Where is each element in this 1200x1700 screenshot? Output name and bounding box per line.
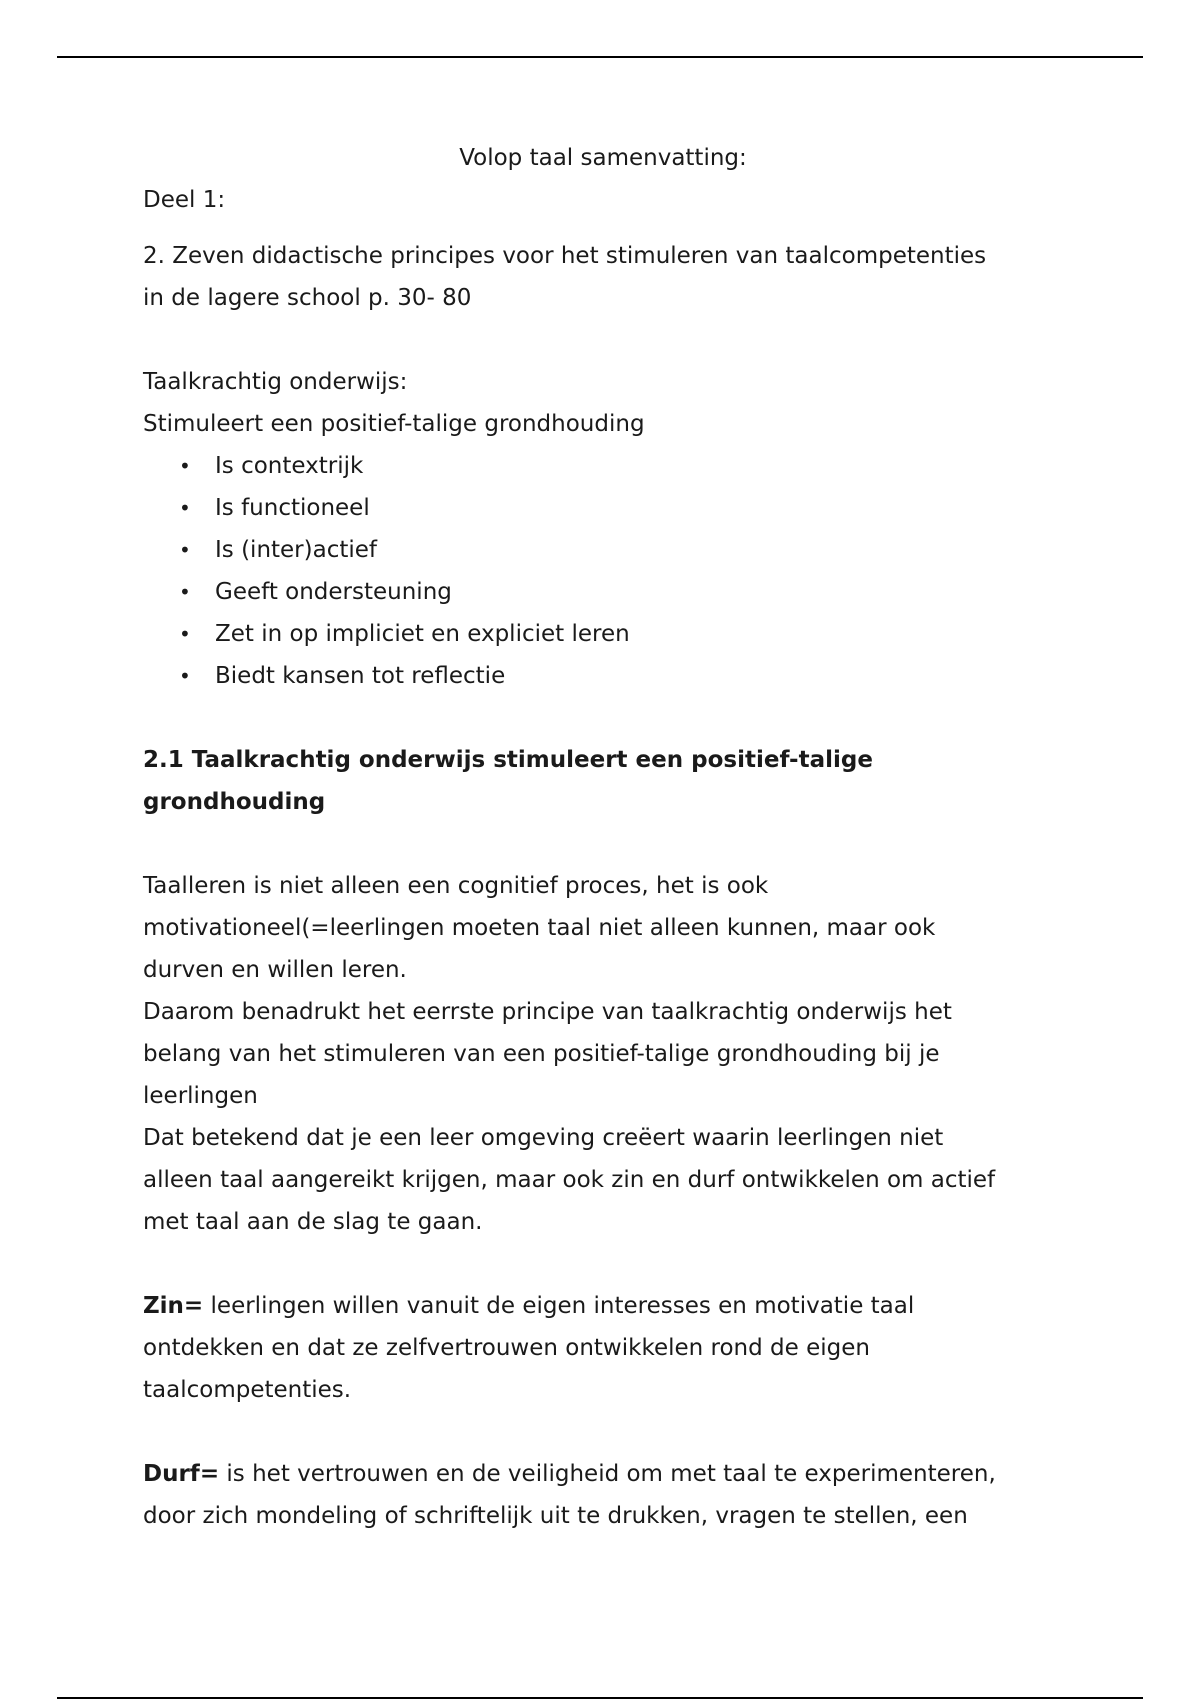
footer-rule <box>57 1697 1143 1699</box>
section-heading-line-1: 2.1 Taalkrachtig onderwijs stimuleert een positief-talige <box>143 747 873 773</box>
chapter-heading-line-2: in de lagere school p. 30- 80 <box>143 285 472 311</box>
bullet-icon: • <box>179 580 191 604</box>
body-line: alleen taal aangereikt krijgen, maar ook zin en durf ontwikkelen om actief <box>143 1167 996 1193</box>
header-rule <box>57 56 1143 58</box>
bullet-icon: • <box>179 622 191 646</box>
bullet-icon: • <box>179 454 191 478</box>
bullet-icon: • <box>179 496 191 520</box>
intro-line: Stimuleert een positief-talige grondhouding <box>143 411 645 437</box>
list-item: • Is (inter)actief <box>143 529 1063 571</box>
document-body <box>143 137 1063 1537</box>
bullet-icon: • <box>179 538 191 562</box>
section-heading-line-2: grondhouding <box>143 789 326 815</box>
body-line: belang van het stimuleren van een positief-talige grondhouding bij je <box>143 1041 940 1067</box>
durf-definition-line-1: Durf= is het vertrouwen en de veiligheid om met taal te experimenteren, <box>143 1461 996 1487</box>
durf-term: Durf= <box>143 1461 220 1487</box>
body-line: Taalleren is niet alleen een cognitief proces, het is ook <box>143 873 769 899</box>
zin-definition-line-3: taalcompetenties. <box>143 1377 352 1403</box>
chapter-heading-line-1: 2. Zeven didactische principes voor het stimuleren van taalcompetenties <box>143 243 987 269</box>
body-line: durven en willen leren. <box>143 957 407 983</box>
intro-heading: Taalkrachtig onderwijs: <box>143 369 408 395</box>
part-label: Deel 1: <box>143 187 226 213</box>
list-item: • Is functioneel <box>143 487 1063 529</box>
zin-term: Zin= <box>143 1293 204 1319</box>
zin-definition-line-2: ontdekken en dat ze zelfvertrouwen ontwikkelen rond de eigen <box>143 1335 870 1361</box>
list-item: • Biedt kansen tot reflectie <box>143 655 1063 697</box>
list-item: • Zet in op impliciet en expliciet leren <box>143 613 1063 655</box>
body-line: leerlingen <box>143 1083 258 1109</box>
list-item: • Is contextrijk <box>143 445 1063 487</box>
durf-definition-line-2: door zich mondeling of schriftelijk uit te drukken, vragen te stellen, een <box>143 1503 968 1529</box>
list-item: • Geeft ondersteuning <box>143 571 1063 613</box>
zin-definition-line-1: Zin= leerlingen willen vanuit de eigen interesses en motivatie taal <box>143 1293 915 1319</box>
bullet-icon: • <box>179 664 191 688</box>
body-line: Daarom benadrukt het eerrste principe van taalkrachtig onderwijs het <box>143 999 952 1025</box>
body-line: motivationeel(=leerlingen moeten taal niet alleen kunnen, maar ook <box>143 915 936 941</box>
document-title: Volop taal samenvatting: <box>459 145 747 171</box>
body-line: Dat betekend dat je een leer omgeving creëert waarin leerlingen niet <box>143 1125 944 1151</box>
body-line: met taal aan de slag te gaan. <box>143 1209 483 1235</box>
principles-list <box>143 445 1063 697</box>
